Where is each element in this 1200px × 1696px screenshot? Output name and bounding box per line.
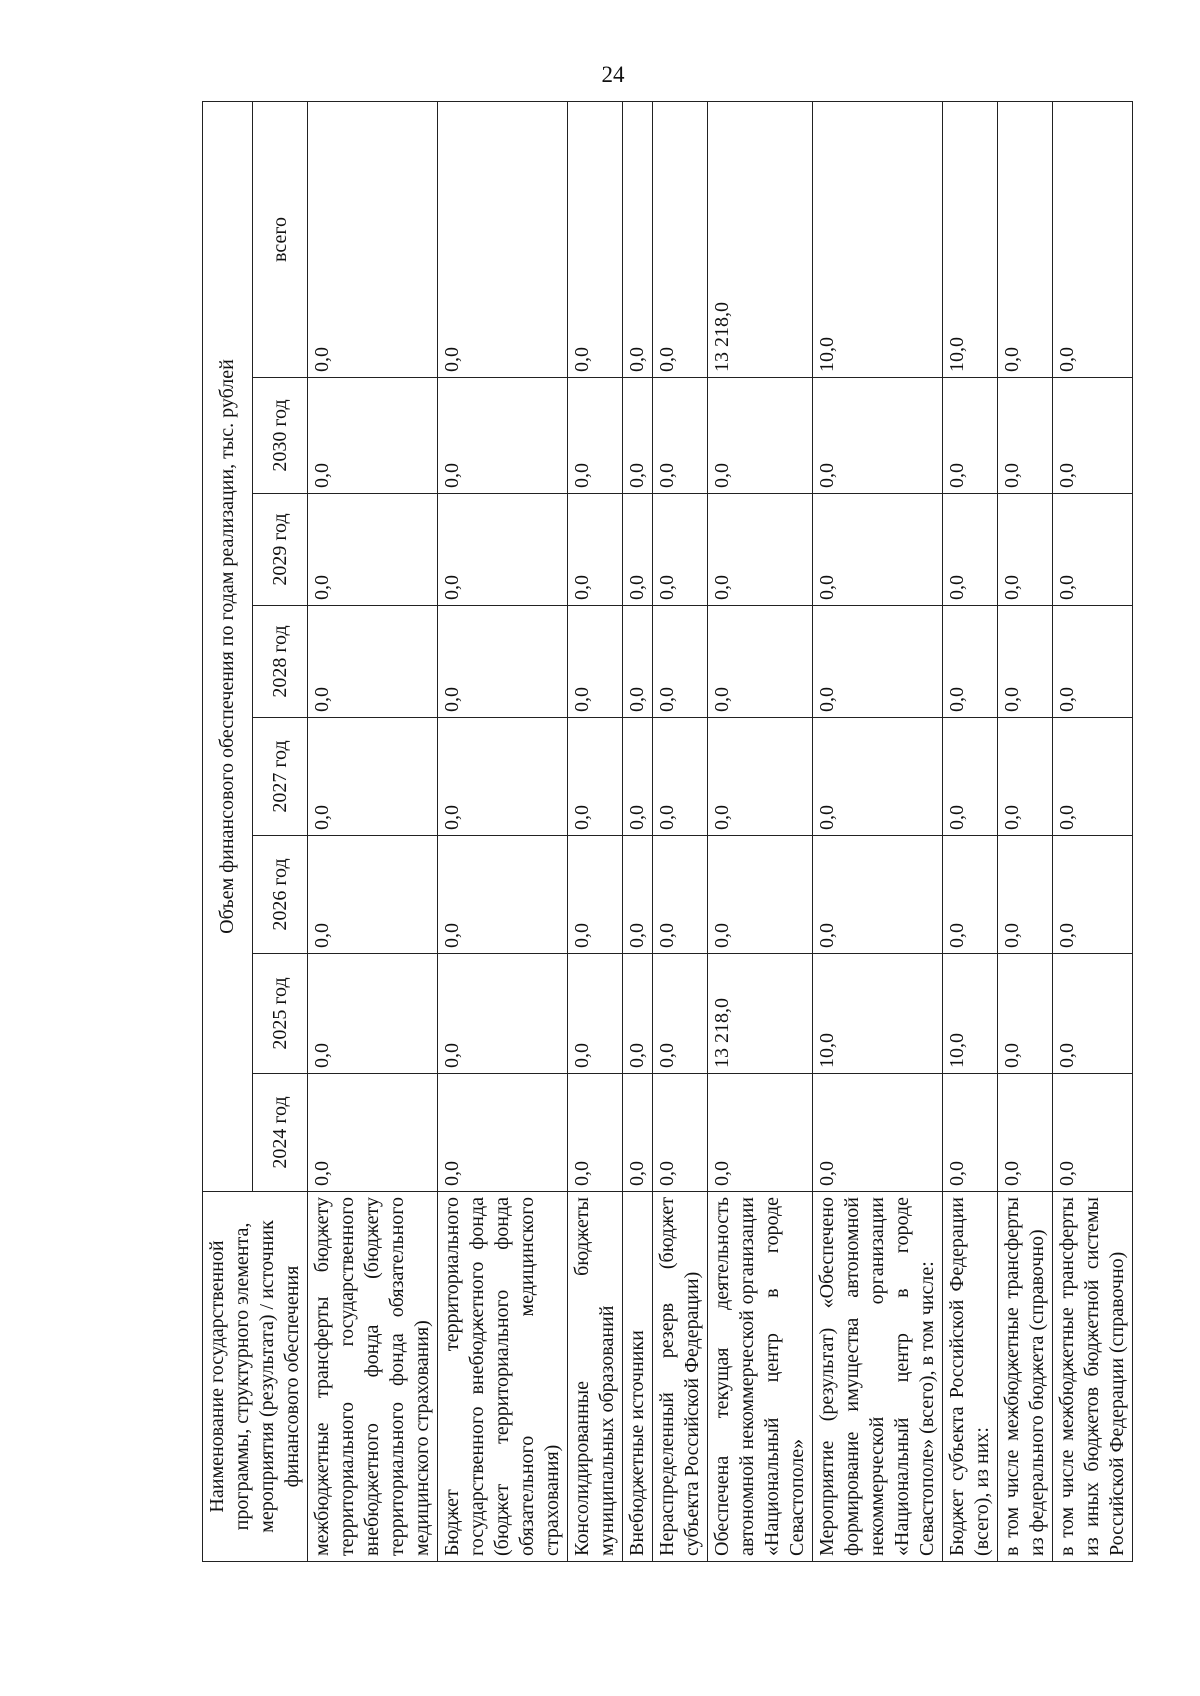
year-value-cell: 0,0 <box>1053 718 1133 836</box>
volume-header: Объем финансового обеспечения по годам реализации, тыс. рублей <box>203 101 253 1191</box>
year-value-cell: 0,0 <box>438 606 568 718</box>
year-value-cell: 0,0 <box>653 836 708 954</box>
year-value-cell: 0,0 <box>653 718 708 836</box>
year-value-cell: 0,0 <box>708 606 813 718</box>
year-value-cell: 0,0 <box>813 718 943 836</box>
year-header: 2027 год <box>253 718 308 836</box>
rotated-table-container <box>202 102 1128 1562</box>
year-value-cell: 0,0 <box>568 836 623 954</box>
year-value-cell: 0,0 <box>998 606 1053 718</box>
year-value-cell: 0,0 <box>943 718 998 836</box>
year-value-cell: 0,0 <box>568 954 623 1074</box>
year-value-cell: 0,0 <box>568 378 623 494</box>
table-row <box>623 101 653 1561</box>
year-value-cell: 0,0 <box>438 718 568 836</box>
year-value-cell: 0,0 <box>653 606 708 718</box>
table-row <box>813 101 943 1561</box>
year-value-cell: 0,0 <box>568 718 623 836</box>
year-value-cell: 0,0 <box>813 494 943 606</box>
table-row <box>308 101 438 1561</box>
year-header: 2024 год <box>253 1074 308 1192</box>
year-value-cell: 0,0 <box>568 494 623 606</box>
table-row <box>438 101 568 1561</box>
year-value-cell: 0,0 <box>1053 1074 1133 1192</box>
year-value-cell: 0,0 <box>308 836 438 954</box>
year-value-cell: 0,0 <box>998 494 1053 606</box>
year-value-cell: 0,0 <box>708 494 813 606</box>
row-name-cell: в том числе межбюджетные трансферты из иных бюджетов бюджетной системы Российской Федерации (справочно) <box>1053 1192 1133 1562</box>
year-value-cell: 0,0 <box>308 494 438 606</box>
year-value-cell: 0,0 <box>653 1074 708 1192</box>
total-value-cell: 0,0 <box>623 101 653 377</box>
table-row <box>568 101 623 1561</box>
year-value-cell: 0,0 <box>653 494 708 606</box>
year-value-cell: 0,0 <box>813 606 943 718</box>
year-value-cell: 0,0 <box>708 1074 813 1192</box>
year-value-cell: 0,0 <box>943 836 998 954</box>
row-name-cell: межбюджетные трансферты бюджету территориального государственного внебюджетного фонда (бюджету территориального фонда обязательного медицинского страхования) <box>308 1192 438 1562</box>
total-header: всего <box>253 101 308 377</box>
year-value-cell: 13 218,0 <box>708 954 813 1074</box>
year-value-cell: 0,0 <box>623 836 653 954</box>
table-row <box>943 101 998 1561</box>
table-row <box>998 101 1053 1561</box>
year-value-cell: 0,0 <box>438 836 568 954</box>
year-value-cell: 0,0 <box>943 494 998 606</box>
row-name-cell: Внебюджетные источники <box>623 1192 653 1562</box>
year-header: 2028 год <box>253 606 308 718</box>
year-value-cell: 0,0 <box>998 836 1053 954</box>
year-value-cell: 0,0 <box>438 954 568 1074</box>
year-header: 2030 год <box>253 378 308 494</box>
year-value-cell: 0,0 <box>438 494 568 606</box>
year-value-cell: 0,0 <box>943 606 998 718</box>
year-value-cell: 0,0 <box>1053 836 1133 954</box>
year-value-cell: 0,0 <box>1053 378 1133 494</box>
total-value-cell: 0,0 <box>568 101 623 377</box>
row-name-cell: Мероприятие (результат) «Обеспечено формирование имущества автономной некоммерческой организации «Национальный центр в городе Севастополе» (всего), в том числе: <box>813 1192 943 1562</box>
total-value-cell: 10,0 <box>813 101 943 377</box>
year-value-cell: 0,0 <box>653 954 708 1074</box>
year-value-cell: 0,0 <box>813 378 943 494</box>
total-value-cell: 0,0 <box>653 101 708 377</box>
year-value-cell: 10,0 <box>943 954 998 1074</box>
year-header: 2025 год <box>253 954 308 1074</box>
header-row-1 <box>203 101 253 1561</box>
year-header: 2026 год <box>253 836 308 954</box>
name-column-header: Наименование государственной программы, структурного элемента, мероприятия (результата) / источник финансового обеспечения <box>203 1192 308 1562</box>
year-value-cell: 0,0 <box>998 378 1053 494</box>
year-value-cell: 10,0 <box>813 954 943 1074</box>
year-value-cell: 0,0 <box>623 494 653 606</box>
year-value-cell: 0,0 <box>438 1074 568 1192</box>
row-name-cell: в том числе межбюджетные трансферты из федерального бюджета (справочно) <box>998 1192 1053 1562</box>
year-header: 2029 год <box>253 494 308 606</box>
total-value-cell: 10,0 <box>943 101 998 377</box>
year-value-cell: 0,0 <box>813 1074 943 1192</box>
year-value-cell: 0,0 <box>708 836 813 954</box>
table-body <box>308 101 1133 1561</box>
row-name-cell: Бюджет территориального государственного внебюджетного фонда (бюджет территориального фонда обязательного медицинского страхования) <box>438 1192 568 1562</box>
year-value-cell: 0,0 <box>623 606 653 718</box>
table-row <box>1053 101 1133 1561</box>
year-value-cell: 0,0 <box>308 606 438 718</box>
total-value-cell: 13 218,0 <box>708 101 813 377</box>
year-value-cell: 0,0 <box>623 1074 653 1192</box>
table-row <box>708 101 813 1561</box>
year-value-cell: 0,0 <box>708 718 813 836</box>
total-value-cell: 0,0 <box>308 101 438 377</box>
year-value-cell: 0,0 <box>568 606 623 718</box>
year-value-cell: 0,0 <box>308 954 438 1074</box>
year-value-cell: 0,0 <box>653 378 708 494</box>
row-name-cell: Бюджет субъекта Российской Федерации (всего), из них: <box>943 1192 998 1562</box>
row-name-cell: Обеспечена текущая деятельность автономной некоммерческой организации «Национальный центр в городе Севастополе» <box>708 1192 813 1562</box>
row-name-cell: Нераспределенный резерв (бюджет субъекта Российской Федерации) <box>653 1192 708 1562</box>
total-value-cell: 0,0 <box>1053 101 1133 377</box>
year-value-cell: 0,0 <box>1053 494 1133 606</box>
year-value-cell: 0,0 <box>943 378 998 494</box>
year-value-cell: 0,0 <box>438 378 568 494</box>
financing-table <box>202 101 1133 1562</box>
year-value-cell: 0,0 <box>308 378 438 494</box>
year-value-cell: 0,0 <box>813 836 943 954</box>
page-number: 24 <box>601 62 625 87</box>
year-value-cell: 0,0 <box>943 1074 998 1192</box>
year-value-cell: 0,0 <box>1053 954 1133 1074</box>
year-value-cell: 0,0 <box>308 718 438 836</box>
total-value-cell: 0,0 <box>998 101 1053 377</box>
year-value-cell: 0,0 <box>623 718 653 836</box>
row-name-cell: Консолидированные бюджеты муниципальных образований <box>568 1192 623 1562</box>
year-value-cell: 0,0 <box>568 1074 623 1192</box>
year-value-cell: 0,0 <box>308 1074 438 1192</box>
total-value-cell: 0,0 <box>438 101 568 377</box>
year-value-cell: 0,0 <box>998 954 1053 1074</box>
year-value-cell: 0,0 <box>998 718 1053 836</box>
year-value-cell: 0,0 <box>1053 606 1133 718</box>
year-value-cell: 0,0 <box>623 378 653 494</box>
year-value-cell: 0,0 <box>623 954 653 1074</box>
year-value-cell: 0,0 <box>998 1074 1053 1192</box>
table-row <box>653 101 708 1561</box>
year-value-cell: 0,0 <box>708 378 813 494</box>
